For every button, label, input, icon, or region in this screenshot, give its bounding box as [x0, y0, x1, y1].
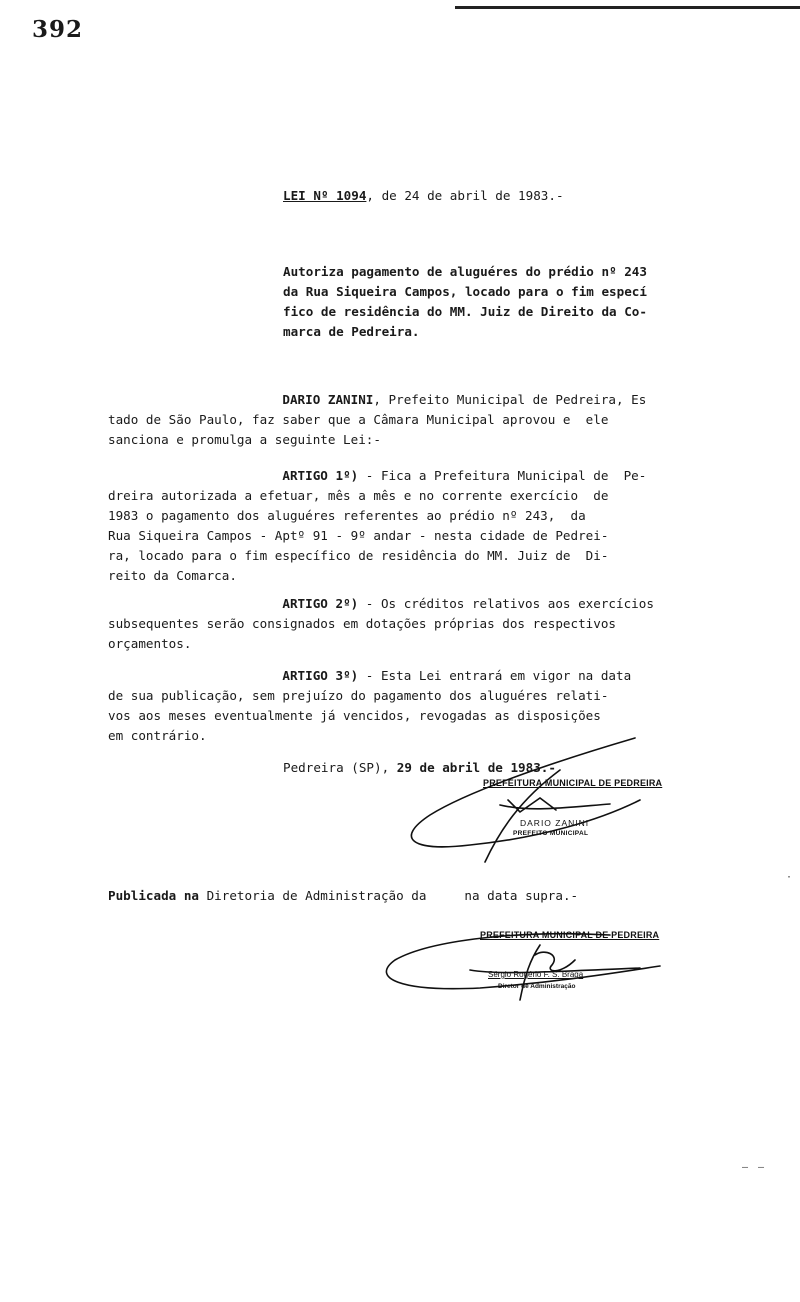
director-signature [386, 934, 660, 1000]
article-2 [108, 594, 654, 654]
law-date: , de 24 de abril de 1983.- [366, 188, 564, 203]
article-line: ARTIGO 2º) - Os créditos relativos aos exercícios [282, 596, 654, 611]
publication-note: Publicada na Diretoria de Administração da na data supra.- [108, 888, 579, 903]
director-stamp-role: Diretor de Administração [498, 983, 576, 990]
director-stamp-org: PREFEITURA MUNICIPAL DE PEDREIRA [480, 930, 660, 940]
margin-mark: · [786, 872, 793, 883]
article-line: vos aos meses eventualmente já vencidos, revogadas as disposições [108, 708, 601, 723]
article-line: reito da Comarca. [108, 568, 237, 583]
summary-line: da Rua Siqueira Campos, locado para o fim especí [283, 284, 647, 299]
article-line: 1983 o pagamento dos aluguéres referentes ao prédio nº 243, da [108, 508, 586, 523]
article-1 [108, 466, 646, 586]
article-line: ARTIGO 1º) - Fica a Prefeitura Municipal de Pe- [282, 468, 647, 483]
article-line: de sua publicação, sem prejuízo do pagamento dos aluguéres relati- [108, 688, 609, 703]
article-line: ra, locado para o fim específico de residência do MM. Juiz de Di- [108, 548, 609, 563]
mayor-stamp-name: DARIO ZANINI [520, 818, 590, 828]
summary-line: fico de residência do MM. Juiz de Direito da Co- [283, 304, 647, 319]
mayor-stamp-role: PREFEITO MUNICIPAL [513, 830, 589, 837]
law-summary [283, 262, 647, 342]
top-rule [455, 6, 800, 9]
article-label: ARTIGO 3º) [282, 668, 359, 683]
mayor-name: DARIO ZANINI [282, 392, 374, 407]
article-line: Rua Siqueira Campos - Aptº 91 - 9º andar - nesta cidade de Pedrei- [108, 528, 609, 543]
director-stamp-name: Sérgio Rogério F. S. Braga [488, 970, 584, 979]
summary-line: Autoriza pagamento de aluguéres do prédio nº 243 [283, 264, 647, 279]
article-label: ARTIGO 1º) [282, 468, 359, 483]
preamble-line: sanciona e promulga a seguinte Lei:- [108, 432, 381, 447]
article-line: subsequentes serão consignados em dotações próprias dos respectivos [108, 616, 616, 631]
law-number: LEI Nº 1094 [283, 188, 367, 203]
preamble-line: tado de São Paulo, faz saber que a Câmara Municipal aprovou e ele [108, 412, 609, 427]
article-line: orçamentos. [108, 636, 192, 651]
article-3 [108, 666, 631, 746]
place: Pedreira (SP), [283, 760, 397, 775]
margin-mark: — — [742, 1162, 767, 1173]
preamble-line: DARIO ZANINI, Prefeito Municipal de Pedreira, Es [282, 392, 647, 407]
law-title [283, 186, 564, 206]
place-and-date [283, 760, 556, 775]
page-number: 392 [32, 16, 84, 43]
summary-line: marca de Pedreira. [283, 324, 420, 339]
signing-date: 29 de abril de 1983.- [396, 760, 556, 775]
department: Diretoria de Administração [206, 888, 404, 903]
article-label: ARTIGO 2º) [282, 596, 359, 611]
mayor-stamp-org: PREFEITURA MUNICIPAL DE PEDREIRA [483, 778, 663, 788]
article-line: ARTIGO 3º) - Esta Lei entrará em vigor na data [282, 668, 632, 683]
article-line: dreira autorizada a efetuar, mês a mês e no corrente exercício de [108, 488, 609, 503]
mayor-signature [411, 738, 640, 862]
preamble [108, 390, 646, 450]
article-line: em contrário. [108, 728, 207, 743]
